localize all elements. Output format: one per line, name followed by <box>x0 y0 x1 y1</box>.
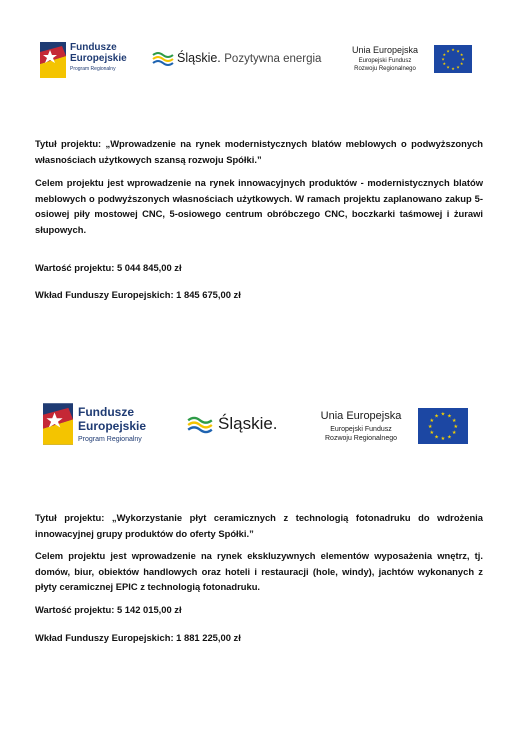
svg-text:★: ★ <box>434 413 439 420</box>
project-1-goal: Celem projektu jest wprowadzenie na rynek innowacyjnych produktów - modernistycznych blatów meblowych o podwyższonych własnościach użytkowych. W ramach projektu zaplanowano zakup 5-osiowej piły mostowej CNC, 5-osiowego centrum obróbczego CNC, boczkarki taśmowej i żurawi słupowych. <box>35 177 483 235</box>
svg-text:★: ★ <box>459 61 464 67</box>
project-2-value: Wartość projektu: 5 142 015,00 zł <box>35 604 182 615</box>
slaskie-wave-icon <box>187 414 213 436</box>
project-2-contribution: Wkład Funduszy Europejskich: 1 881 225,00 zł <box>35 632 241 643</box>
svg-text:★: ★ <box>446 64 450 70</box>
svg-text:★: ★ <box>442 61 447 67</box>
svg-text:★: ★ <box>434 434 439 441</box>
eu-line-1: Europejski Fundusz <box>330 426 392 433</box>
svg-text:★: ★ <box>451 47 455 52</box>
project-2-goal: Celem projektu jest wprowadzenie na rynek ekskluzywnych elementów wyposażenia wnętrz, tj. domów, biur, obiektów handlowych oraz hoteli i restauracji (hole, windy), jachtów wykonanych z płyty ceramicznej EPIC z technologią fotonadruku. <box>35 550 483 592</box>
project-1-value: Wartość projektu: 5 044 845,00 zł <box>35 262 182 273</box>
eu-line-2: Rozwoju Regionalnego <box>325 435 397 442</box>
slaskie-wave-icon <box>152 50 174 68</box>
svg-text:★: ★ <box>456 64 460 70</box>
svg-text:★: ★ <box>456 48 460 54</box>
project-1-title: Tytuł projektu: „Wprowadzenie na rynek modernistycznych blatów meblowych o podwyższonych własnościach użytkowych szansą rozwoju Spółki.” <box>35 138 483 165</box>
svg-text:★: ★ <box>451 417 457 424</box>
fe-title-2: Europejskie <box>78 419 147 433</box>
slaskie-name: Śląskie. <box>177 51 221 65</box>
eu-flag-icon <box>434 45 472 73</box>
svg-text:★: ★ <box>427 423 433 430</box>
svg-text:★: ★ <box>429 417 435 424</box>
eu-title: Unia Europejska <box>351 45 419 55</box>
fe-logo-icon <box>43 403 73 445</box>
eu-title: Unia Europejska <box>320 410 402 422</box>
fe-title-1: Fundusze <box>78 405 134 419</box>
logo-bar-top <box>0 38 525 83</box>
svg-text:★: ★ <box>447 434 452 441</box>
svg-text:★: ★ <box>453 423 459 430</box>
project-2-title: Tytuł projektu: „Wykorzystanie płyt ceramicznych z technologią fotonadruku do wdrożenia innowacyjnej grupy produktów do oferty Spółki.” <box>35 512 483 539</box>
svg-text:★: ★ <box>442 51 447 57</box>
project-1-contribution: Wkład Funduszy Europejskich: 1 845 675,00 zł <box>35 289 241 300</box>
slaskie-name: Śląskie. <box>218 414 278 433</box>
eu-line-2: Rozwoju Regionalnego <box>354 66 416 72</box>
eu-flag-icon <box>418 408 468 444</box>
fe-title-2: Europejskie <box>70 53 127 64</box>
slaskie-logo-text <box>177 51 321 65</box>
slaskie-slogan: Pozytywna energia <box>224 53 322 65</box>
svg-text:★: ★ <box>429 429 435 436</box>
svg-text:★: ★ <box>441 56 445 62</box>
svg-text:★: ★ <box>451 429 457 436</box>
fe-logo-icon <box>40 42 66 78</box>
svg-text:★: ★ <box>446 48 450 54</box>
svg-text:★: ★ <box>451 66 455 71</box>
svg-text:★: ★ <box>459 51 464 57</box>
fe-subtitle: Program Regionalny <box>70 66 116 72</box>
svg-text:★: ★ <box>440 411 446 418</box>
svg-text:★: ★ <box>440 436 446 443</box>
svg-text:★: ★ <box>461 56 465 62</box>
logo-bar-bottom <box>0 400 525 450</box>
fe-title-1: Fundusze <box>70 42 117 53</box>
fe-subtitle: Program Regionalny <box>78 436 142 443</box>
eu-line-1: Europejski Fundusz <box>358 58 412 64</box>
svg-text:★: ★ <box>447 413 452 420</box>
